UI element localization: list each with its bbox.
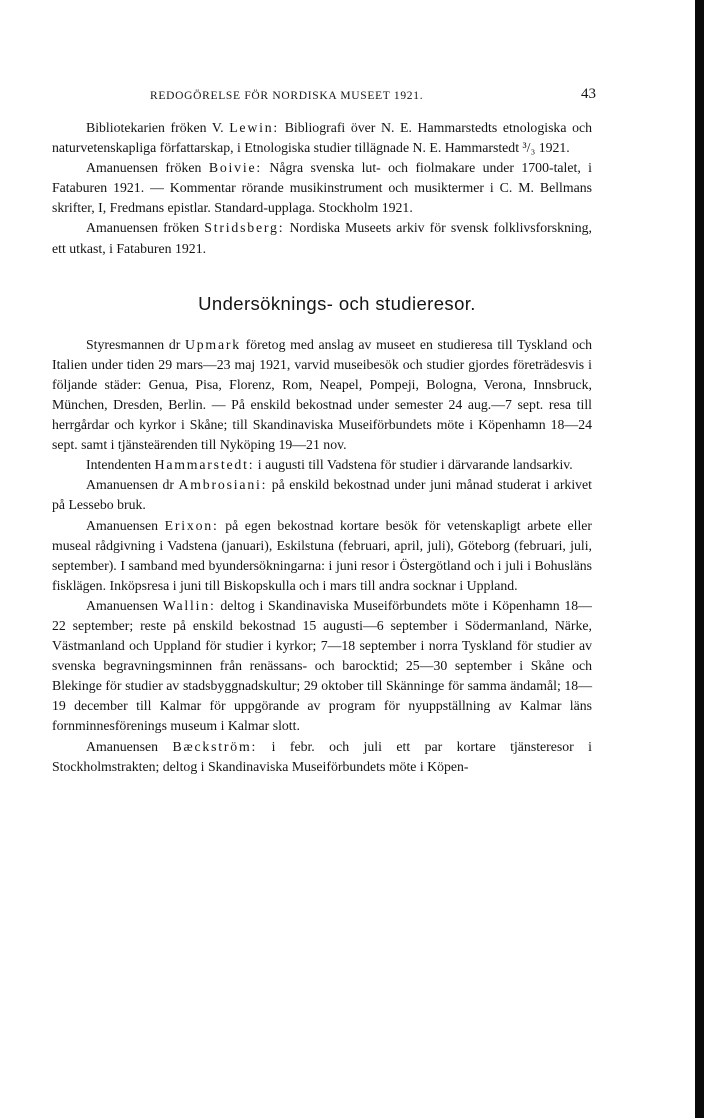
person-name: Lewin:: [229, 120, 280, 135]
paragraph: Bibliotekarien fröken V. Lewin: Bibliografi över N. E. Hammarstedts etnologiska och naturvetenskapliga författarskap, i Etnologiska studier tillägnade N. E. Hammarstedt ³/₃ 1921.: [52, 120, 592, 156]
person-name: Bæckström:: [172, 738, 258, 754]
running-head: [52, 86, 596, 110]
person-name: Erixon:: [164, 517, 219, 533]
paragraph: Styresmannen dr Upmark företog med anslag av museet en studieresa till Tyskland och Italien under tiden 29 mars—23 maj 1921, varvid museibesök och studier gjordes företrädesvis i följande städer: Genua, Pisa, Florenz, Rom, Neapel, Pompeji, Bologna, Verona, Innsbruck, München, Dresden, Berlin. — På enskild bekostnad under semester 24 aug.—7 sept. resa till herrgårdar och kyrkor i Skåne; till Skandinaviska Museiförbundets möte i Köpenhamn 18—24 sept. samt i tjänsteärenden till Nyköping 19—21 nov.: [52, 336, 593, 453]
paragraph: Amanuensen fröken Boivie: Några svenska lut- och fiolmakare under 1700-talet, i Fataburen 1921. — Kommentar rörande musikinstrument och musiktermer i C. M. Bellmans skrifter, I, Fredmans epistlar. Standard-upplaga. Stockholm 1921.: [52, 160, 592, 216]
paragraph: Amanuensen Wallin: deltog i Skandinaviska Museiförbundets möte i Köpenhamn 18—22 september; reste på enskild bekostnad 15 augusti—6 september i Södermanland, Närke, Västmanland och Uppland för studier i kyrkor; 7—18 september i norra Tyskland för studier av svenska begravningsminnen från renässans- och barocktid; 25—30 september i Skåne och Blekinge för studier av stadsbyggnadskultur; 29 oktober till Skänninge för samma ändamål; 18—19 december till Kalmar för uppgörande av program för nyuppställning av Kalmar läns fornminnesförenings museum i Kalmar slott.: [52, 597, 592, 734]
person-name: Upmark: [184, 336, 241, 352]
paragraph: Amanuensen Erixon: på egen bekostnad kortare besök för vetenskapligt arbete eller museal rådgivning i Vadstena (januari), Eskilstuna (februari, april, juli), Göteborg (februari, juli, september). I samband med byundersökningarna: i juni resor i Östergötland och i juli i Bohusläns fisklägen. Inköpsresa i juni till Biskopskulla och i mars till andra socknar i Uppland.: [52, 517, 592, 593]
scan-edge: [695, 0, 704, 1118]
person-name: Stridsberg:: [204, 220, 285, 236]
paragraph: Intendenten Hammarstedt: i augusti till Vadstena för studier i därvarande landsarkiv.: [86, 457, 573, 473]
page-number: 43: [581, 86, 596, 102]
paragraph: Amanuensen Bæckström: i febr. och juli ett par kortare tjänsteresor i Stockholmstrakten; deltog i Skandinaviska Museiförbundets möte i Köpen-: [52, 738, 592, 774]
travel-list: [52, 335, 592, 777]
person-name: Wallin:: [162, 597, 216, 613]
paragraph: Amanuensen fröken Stridsberg: Nordiska Museets arkiv för svensk folklivsforskning, ett utkast, i Fataburen 1921.: [52, 220, 593, 256]
person-name: Hammarstedt:: [154, 457, 255, 473]
running-title: REDOGÖRELSE FÖR NORDISKA MUSEET 1921.: [150, 90, 424, 102]
book-page: [52, 86, 596, 777]
paragraph: Amanuensen dr Ambrosiani: på enskild bekostnad under juni månad studerat i arkivet på Lessebo bruk.: [52, 477, 593, 513]
person-name: Boivie:: [208, 160, 263, 176]
publications-list: [52, 118, 592, 259]
section-heading: Undersöknings- och studieresor.: [198, 292, 476, 314]
person-name: Ambrosiani:: [178, 477, 268, 493]
